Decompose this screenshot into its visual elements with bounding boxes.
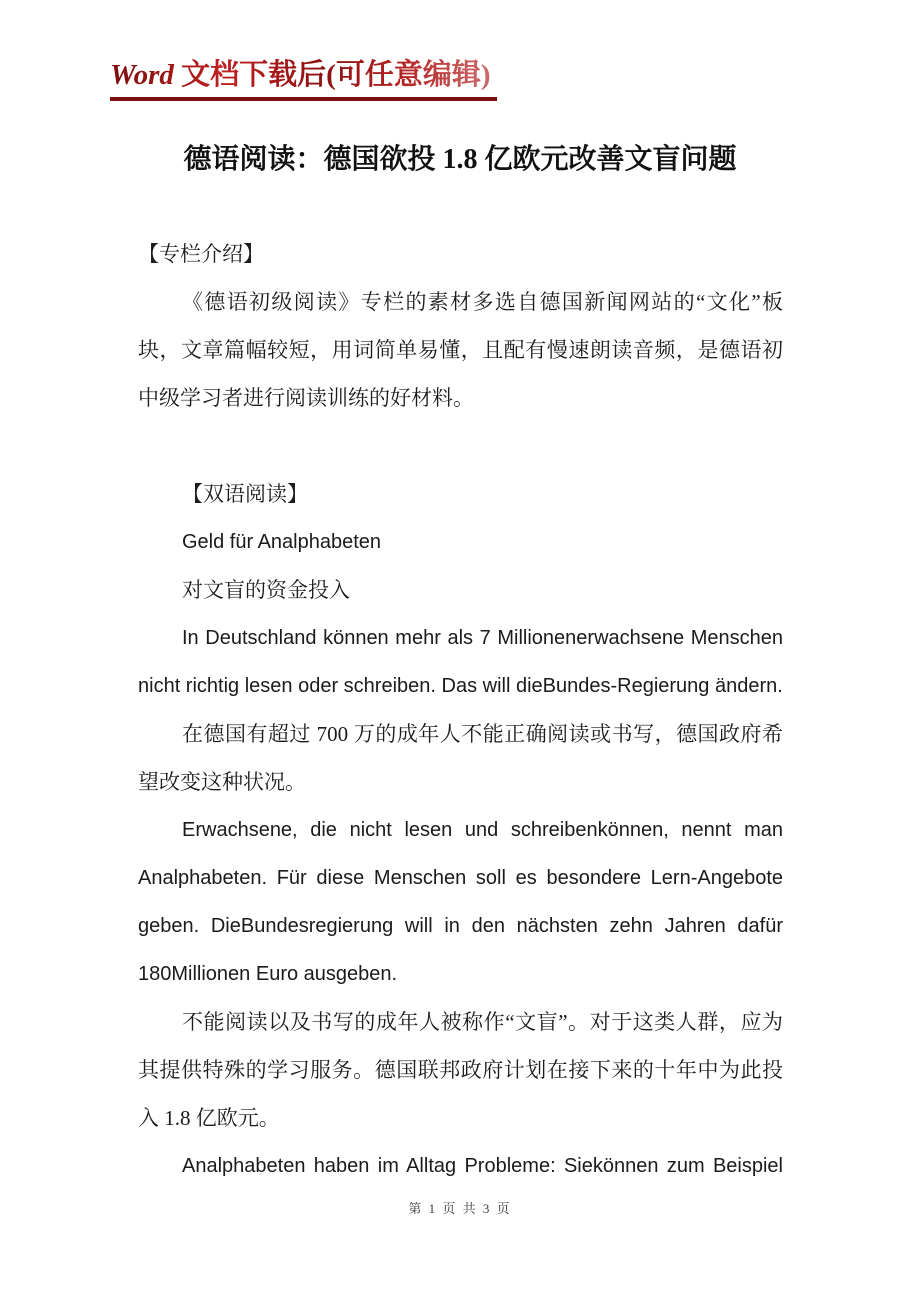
page-title: 德语阅读：德国欲投 1.8 亿欧元改善文盲问题 [183, 144, 737, 175]
banner-text: 文档下载后(可任意编辑) [173, 59, 491, 91]
page-number: 第 1 页 共 3 页 [408, 1201, 512, 1216]
download-banner [110, 55, 497, 101]
paragraph-zh: 不能阅读以及书写的成年人被称作“文盲”。对于这类人群，应为其提供特殊的学习服务。德国联邦政府计划在接下来的十年中为此投入 1.8 亿欧元。 [138, 1010, 783, 1130]
paragraph-de: Analphabeten haben im Alltag Probleme: Siekönnen zum Beispiel [182, 1155, 783, 1177]
section-heading-bilingual: 【双语阅读】 [182, 482, 308, 506]
paragraph-de: In Deutschland können mehr als 7 Millionenerwachsene Menschen nicht richtig lesen oder schreiben. Das will dieBundes-Regierung ändern. [138, 627, 783, 697]
chinese-article-title: 对文盲的资金投入 [182, 578, 350, 602]
paragraph-zh: 在德国有超过 700 万的成年人不能正确阅读或书写，德国政府希望改变这种状况。 [138, 722, 783, 794]
article-body [138, 230, 783, 1190]
paragraph-de: Erwachsene, die nicht lesen und schreibenkönnen, nennt man Analphabeten. Für diese Menschen soll es besondere Lern-Angebote geben. DieBundesregierung will in den nächsten zehn Jahren dafür 180Millionen Euro ausgeben. [138, 819, 783, 985]
banner-word-label: Word [110, 59, 174, 91]
german-article-title: Geld für Analphabeten [182, 531, 382, 553]
section-heading-intro: 【专栏介绍】 [138, 242, 264, 266]
intro-paragraph: 《德语初级阅读》专栏的素材多选自德国新闻网站的“文化”板块，文章篇幅较短，用词简单易懂，且配有慢速朗读音频，是德语初中级学习者进行阅读训练的好材料。 [138, 290, 783, 410]
